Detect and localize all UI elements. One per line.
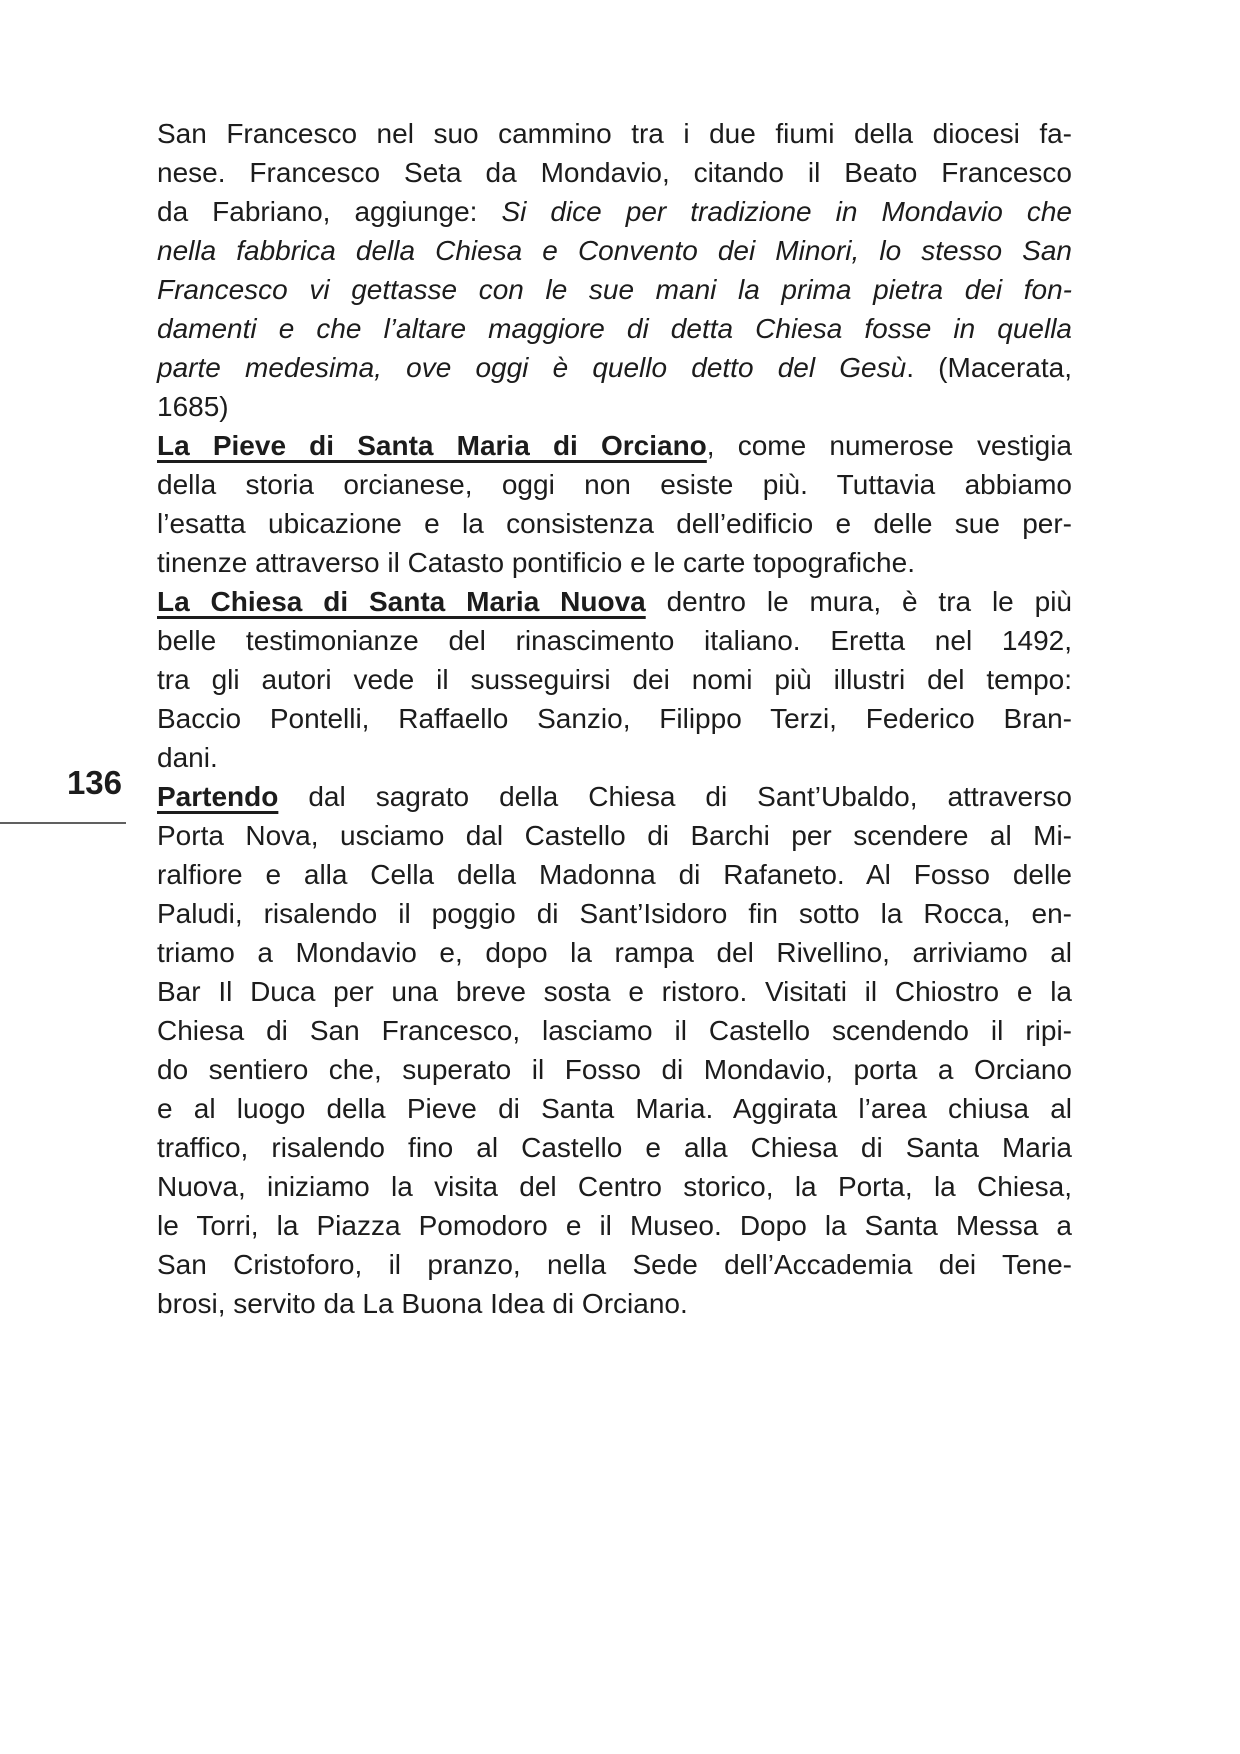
text-line [157,894,1072,933]
text-segment: ralfiore e alla Cella della Madonna di Rafaneto. Al Fosso delle [157,859,1072,890]
text-segment: do sentiero che, superato il Fosso di Mondavio, porta a Orciano [157,1054,1072,1085]
text-segment: e al luogo della Pieve di Santa Maria. Aggirata l’area chiusa al [157,1093,1072,1124]
text-line [157,504,1072,543]
body-text [157,114,1072,1323]
text-segment: dal sagrato della Chiesa di Sant’Ubaldo, attraverso [278,781,1072,812]
text-line [157,1050,1072,1089]
text-segment: brosi, servito da La Buona Idea di Orciano. [157,1288,688,1319]
text-line [157,972,1072,1011]
text-segment: belle testimonianze del rinascimento italiano. Eretta nel 1492, [157,625,1072,656]
text-line [157,309,1072,348]
text-segment: San Cristoforo, il pranzo, nella Sede dell’Accademia dei Tene- [157,1249,1072,1280]
text-segment: 1685) [157,391,229,422]
text-line [157,270,1072,309]
text-line [157,465,1072,504]
text-segment: nella fabbrica della Chiesa e Convento dei Minori, lo stesso San [157,235,1072,266]
page-number-rule [0,822,126,824]
text-line [157,1284,1072,1323]
text-segment: triamo a Mondavio e, dopo la rampa del Rivellino, arriviamo al [157,937,1072,968]
text-segment: , come numerose vestigia [706,430,1072,461]
text-segment: damenti e che l’altare maggiore di detta Chiesa fosse in quella [157,313,1072,344]
text-line [157,348,1072,387]
text-segment: Paludi, risalendo il poggio di Sant’Isidoro fin sotto la Rocca, en- [157,898,1072,929]
text-line [157,387,1072,426]
text-line [157,699,1072,738]
text-segment: traffico, risalendo fino al Castello e alla Chiesa di Santa Maria [157,1132,1072,1163]
text-line [157,114,1072,153]
heading-run: Partendo [157,781,279,812]
text-line [157,1128,1072,1167]
text-line [157,660,1072,699]
heading-run: La Pieve di Santa Maria di Orciano [157,430,707,461]
text-segment: Si dice per tradizione in Mondavio che [501,196,1072,227]
text-segment: l’esatta ubicazione e la consistenza dell’edificio e delle sue per- [157,508,1072,539]
text-segment: Nuova, iniziamo la visita del Centro storico, la Porta, la Chiesa, [157,1171,1072,1202]
text-segment: Porta Nova, usciamo dal Castello di Barchi per scendere al Mi- [157,820,1072,851]
text-line [157,738,1072,777]
text-line [157,231,1072,270]
text-segment: nese. Francesco Seta da Mondavio, citando il Beato Francesco [157,157,1072,188]
text-line [157,777,1072,816]
paragraph-2 [157,426,1072,582]
text-segment: parte medesima, ove oggi è quello detto del Gesù [157,352,907,383]
text-segment: tra gli autori vede il susseguirsi dei nomi più illustri del tempo: [157,664,1072,695]
text-line [157,855,1072,894]
paragraph-4 [157,777,1072,1323]
text-line [157,192,1072,231]
text-segment: Francesco vi gettasse con le sue mani la prima pietra dei fon- [157,274,1072,305]
heading-run: La Chiesa di Santa Maria Nuova [157,586,646,617]
paragraph-3 [157,582,1072,777]
text-line [157,1206,1072,1245]
text-segment: Chiesa di San Francesco, lasciamo il Castello scendendo il ripi- [157,1015,1072,1046]
text-segment: da Fabriano, aggiunge: [157,196,502,227]
text-segment: Bar Il Duca per una breve sosta e ristoro. Visitati il Chiostro e la [157,976,1072,1007]
text-line [157,1167,1072,1206]
text-segment: tinenze attraverso il Catasto pontificio e le carte topografiche. [157,547,915,578]
text-line [157,426,1072,465]
text-line [157,816,1072,855]
text-line [157,1089,1072,1128]
text-line [157,933,1072,972]
text-segment: . (Macerata, [906,352,1072,383]
text-line [157,153,1072,192]
text-line [157,543,1072,582]
text-line [157,1245,1072,1284]
text-segment: dentro le mura, è tra le più [645,586,1072,617]
page-number: 136 [66,764,122,801]
text-segment: le Torri, la Piazza Pomodoro e il Museo. Dopo la Santa Messa a [157,1210,1072,1241]
text-line [157,582,1072,621]
text-line [157,621,1072,660]
paragraph-1 [157,114,1072,426]
text-segment: della storia orcianese, oggi non esiste più. Tuttavia abbiamo [157,469,1072,500]
text-segment: Baccio Pontelli, Raffaello Sanzio, Filippo Terzi, Federico Bran- [157,703,1072,734]
text-segment: dani. [157,742,218,773]
text-segment: San Francesco nel suo cammino tra i due fiumi della diocesi fa- [157,118,1072,149]
text-line [157,1011,1072,1050]
